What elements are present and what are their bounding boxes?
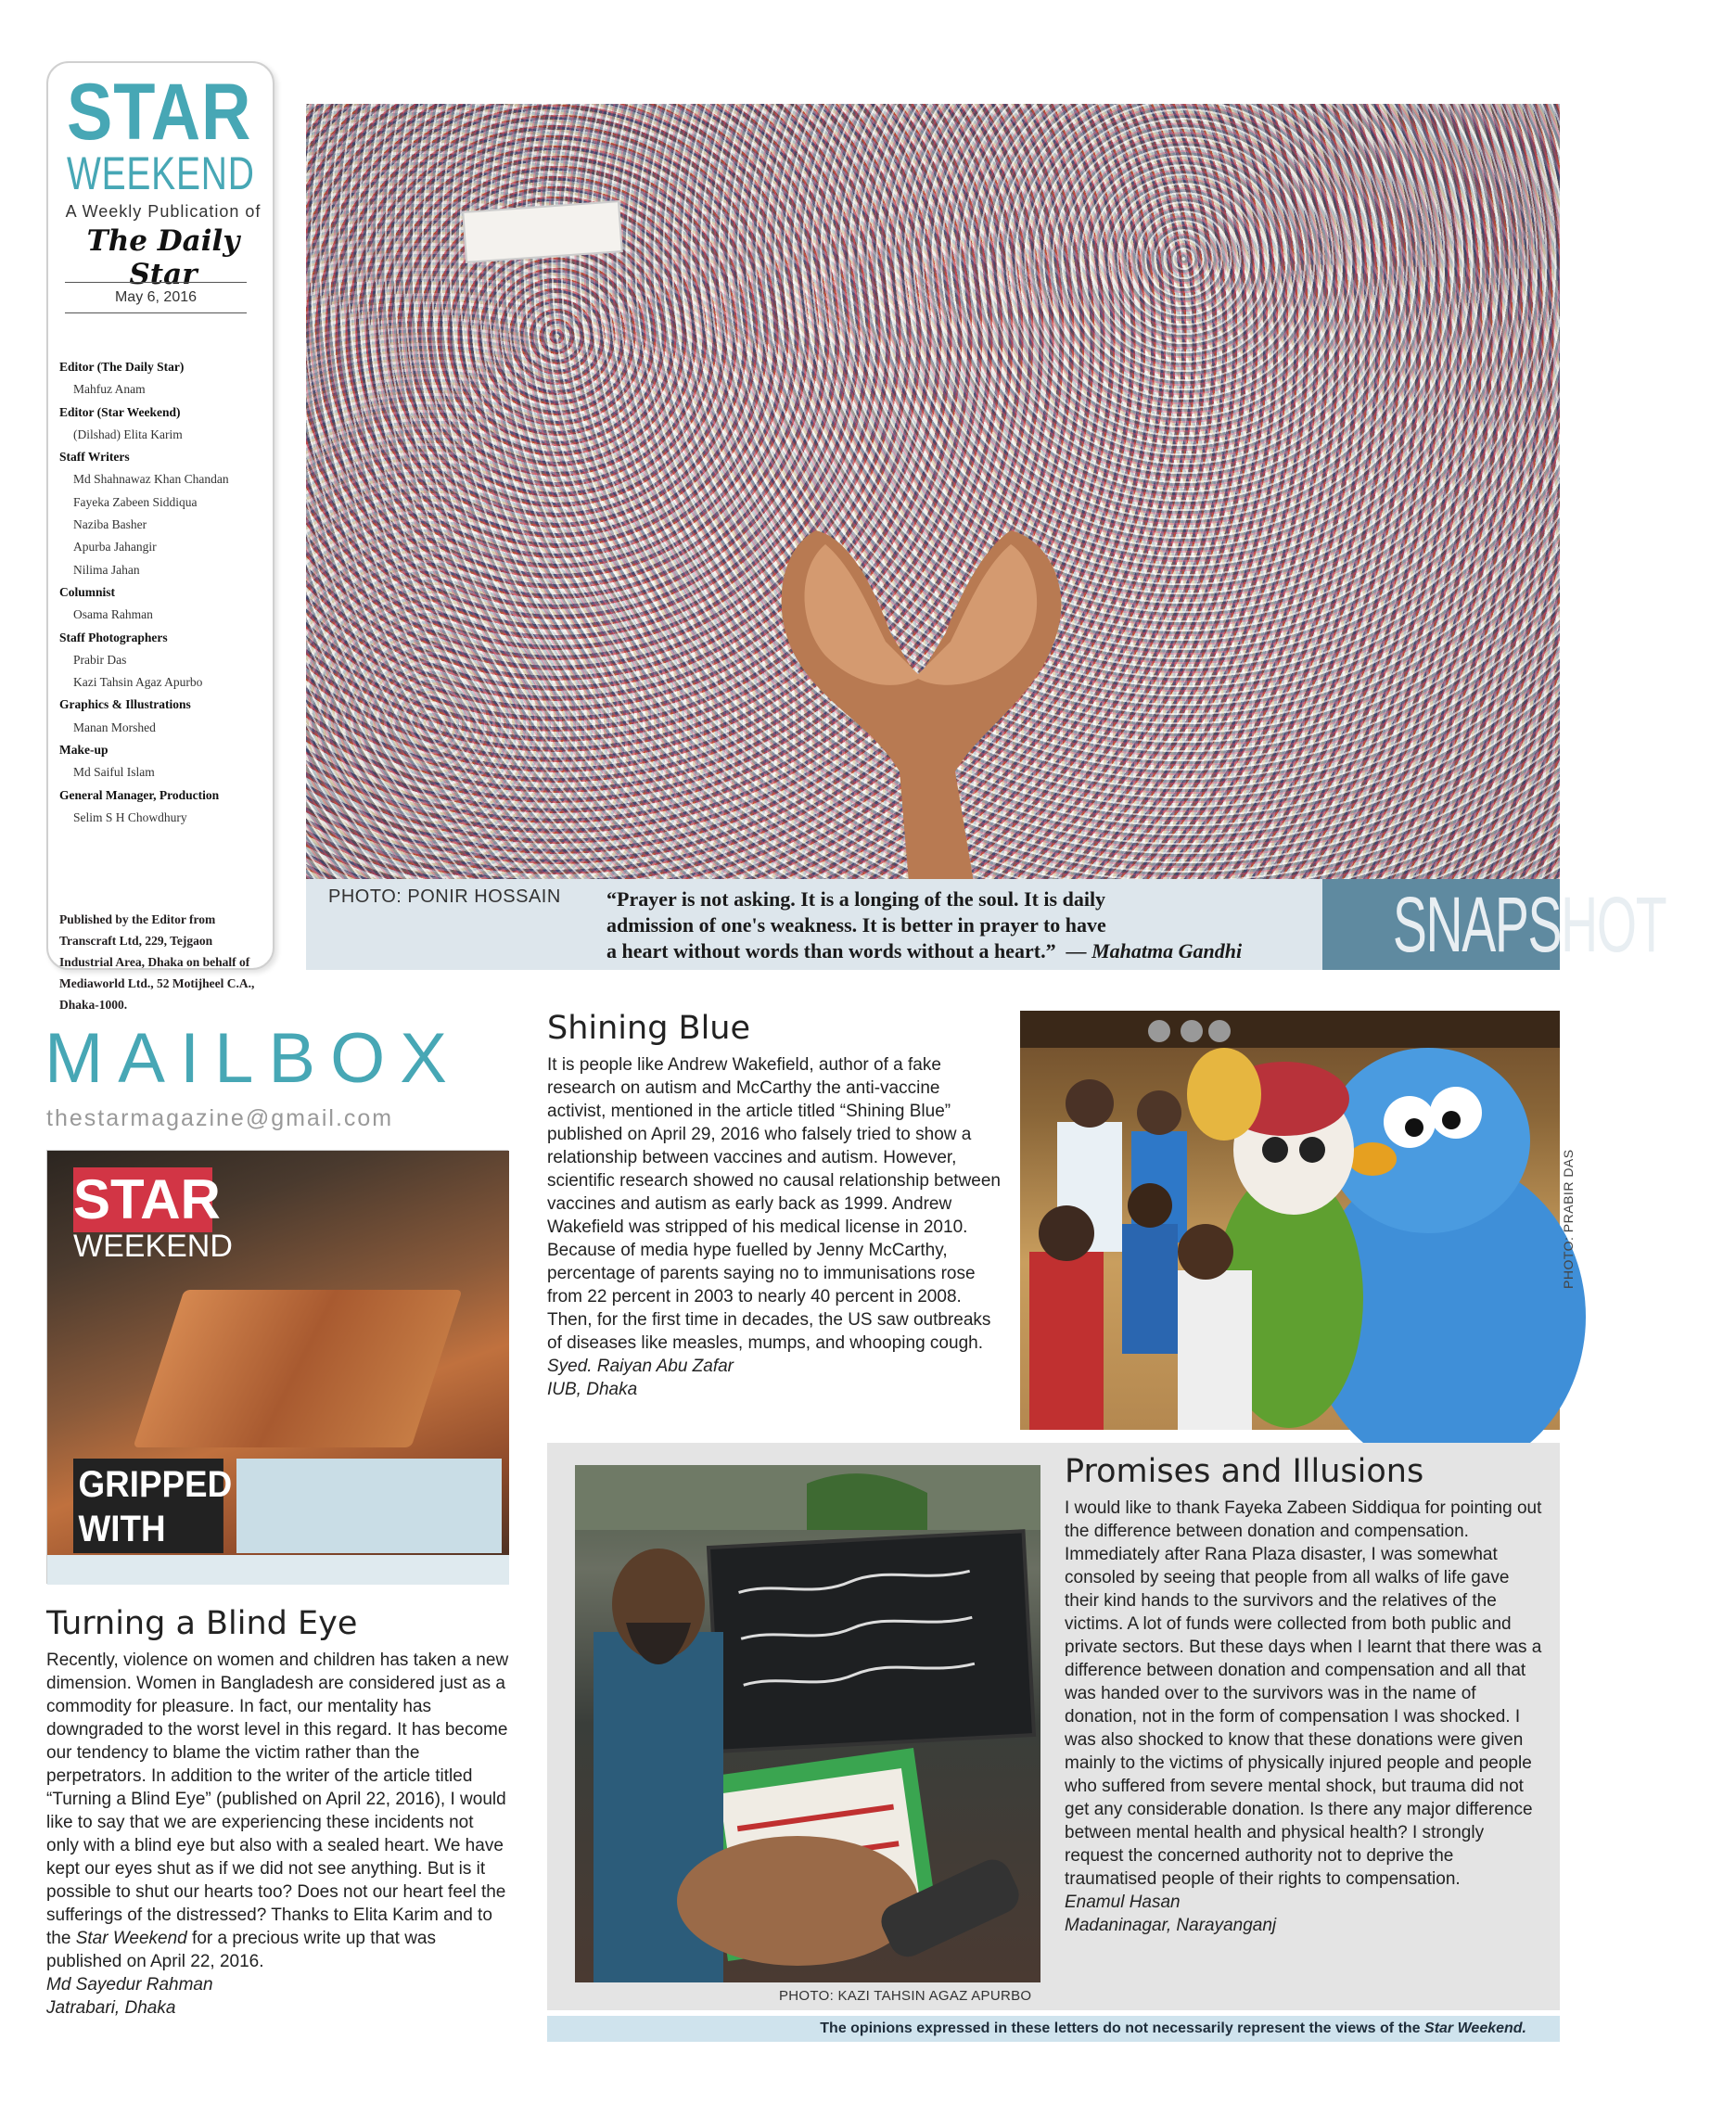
letter-title-shining-blue: Shining Blue [547, 1010, 751, 1047]
staff-person: Md Saiful Islam [73, 765, 155, 780]
cover-headline-line: WITH [78, 1509, 166, 1549]
snapshot-photo [306, 104, 1560, 879]
cover-bottom-strip [47, 1555, 509, 1585]
masthead-box [46, 61, 274, 1012]
staff-role: Columnist [59, 584, 116, 599]
quote-line: “Prayer is not asking. It is a longing of the soul. It is daily [606, 887, 1106, 911]
cover-coffin [133, 1290, 462, 1447]
issue-date: May 6, 2016 [65, 282, 247, 313]
gandhi-quote [606, 886, 1311, 964]
letter-text: Recently, violence on women and children has taken a new dimension. Women in Bangladesh are considered just as a commodity for pleasure. In fact, our mentality has downgraded to the worst level in this regard. It has become our tendency to blame the victim rather than the perpetrators. In addition to the writer of the article titled “Turning a Blind Eye” (published on April 22, 2016), I would like to say that we are experiencing these incidents not only with a blind eye but also with a sealed heart. We have kept our eyes shut as if we did not see anything. But is it possible to shut our hearts too? Does not our heart feel the sufferings of the distressed? Thanks to Elita Karim and to the [46, 1651, 509, 1948]
quote-text: a heart without words than words without a heart.” [606, 939, 1056, 962]
staff-list [59, 356, 269, 829]
cover-logo-weekend: WEEKEND [73, 1229, 233, 1264]
snapshot-label-text: SNAPSHOT [1392, 881, 1666, 968]
photo-credit: PHOTO: PONIR HOSSAIN [328, 886, 561, 907]
logo-weekend: WEEKEND [67, 147, 255, 199]
protest-photo [575, 1465, 1040, 1982]
staff-person: Nilima Jahan [73, 562, 140, 577]
letter-signature: Enamul Hasan [1065, 1893, 1181, 1912]
cover-headline [73, 1459, 233, 1553]
cover-logo-star: STAR [73, 1168, 221, 1230]
letter-text-emphasis: Star Weekend [75, 1929, 187, 1948]
magazine-cover-thumbnail [46, 1150, 508, 1584]
disclaimer-text: The opinions expressed in these letters do not necessarily represent the views of the [820, 2020, 1421, 2036]
staff-role: Make-up [59, 743, 108, 758]
letter-body-shining-blue [547, 1053, 1002, 1401]
staff-role: Staff Photographers [59, 630, 168, 644]
letter-location: IUB, Dhaka [547, 1380, 638, 1399]
staff-person: Kazi Tahsin Agaz Apurbo [73, 675, 203, 690]
staff-person: Osama Rahman [73, 607, 153, 622]
quote-line [606, 938, 1311, 964]
staff-person: Mahfuz Anam [73, 382, 146, 397]
staff-role: Staff Writers [59, 450, 130, 465]
publisher-info: Published by the Editor from Transcraft Ltd, 229, Tejgaon Industrial Area, Dhaka on behalf of Mediaworld Ltd., 52 Motijheel C.A., Dhaka-1000. [59, 912, 255, 1012]
praying-hands-image [760, 493, 1076, 883]
staff-role: Editor (Star Weekend) [59, 404, 181, 419]
weekly-publication-line: A Weekly Publication of [65, 202, 262, 221]
muppet-scene-image [1020, 1011, 1560, 1430]
daily-star-logo: The Daily Star [86, 224, 240, 291]
letter-text: I would like to thank Fayeka Zabeen Siddiqua for pointing out the difference between donation and compensation. Immediately after Rana Plaza disaster, I was somewhat consoled by seeing that people from all walks of life gave their kind hands to the survivors and the relatives of the victims. A lot of funds were collected from both public and private sectors. But these days when I learnt that there was a difference between donation and compensation and all that was handed over to the survivors was in the name of donation, not in the form of compensation I was shocked. I was also shocked to know that these donations were given mainly to the victims of physically injured people and people who suffered from severe mental shock, but trauma did not get any considerable donation. Is there any major difference between mental health and physical health? I strongly request the concerned authority not to deprive the traumatised people of their rights to compensation. [1065, 1498, 1542, 1889]
letter-signature: Syed. Raiyan Abu Zafar [547, 1357, 734, 1376]
snapshot-caption-bar [306, 879, 1666, 970]
photo-credit: PHOTO: KAZI TAHSIN AGAZ APURBO [779, 1988, 1032, 2004]
staff-role: General Manager, Production [59, 787, 220, 802]
logo-star: STAR [67, 68, 252, 157]
letter-signature: Md Sayedur Rahman [46, 1975, 213, 1995]
disclaimer-em: Star Weekend. [1424, 2020, 1526, 2036]
staff-person: Apurba Jahangir [73, 540, 157, 554]
protest-scene-image [575, 1465, 1040, 1982]
letter-title-promises: Promises and Illusions [1065, 1453, 1424, 1490]
cover-text-panel [236, 1459, 502, 1553]
staff-person: Fayeka Zabeen Siddiqua [73, 494, 198, 509]
staff-person: Md Shahnawaz Khan Chandan [73, 472, 229, 487]
letter-location: Jatrabari, Dhaka [46, 1998, 176, 2018]
staff-person: Selim S H Chowdhury [73, 809, 187, 824]
letter-text: for a precious write up that was published on April 22, 2016. [46, 1929, 437, 1971]
crowd-sign [462, 200, 622, 263]
staff-role: Graphics & Illustrations [59, 697, 191, 712]
letter-body-blind-eye [46, 1649, 510, 2020]
photo-credit-vertical: PHOTO: PRABIR DAS [1561, 1149, 1576, 1289]
quote-author: — Mahatma Gandhi [1066, 939, 1243, 962]
muppet-photo [1020, 1011, 1560, 1430]
disclaimer-bar [547, 2016, 1560, 2042]
cover-headline-line: GRIPPED [78, 1464, 233, 1505]
letter-title-blind-eye: Turning a Blind Eye [46, 1605, 358, 1642]
letter-body-promises [1065, 1497, 1543, 1937]
mailbox-email[interactable]: thestarmagazine@gmail.com [46, 1105, 394, 1131]
staff-person: Prabir Das [73, 652, 127, 667]
letter-location: Madaninagar, Narayanganj [1065, 1916, 1277, 1935]
staff-person: Manan Morshed [73, 720, 156, 734]
snapshot-label [1322, 879, 1666, 970]
staff-person: Naziba Basher [73, 517, 147, 532]
staff-role: Editor (The Daily Star) [59, 360, 185, 374]
mailbox-title: MAILBOX [45, 1019, 462, 1098]
staff-person: (Dilshad) Elita Karim [73, 427, 183, 441]
quote-line: admission of one's weakness. It is better in prayer to have [606, 913, 1106, 937]
letter-text: It is people like Andrew Wakefield, author of a fake research on autism and McCarthy the anti-vaccine activist, mentioned in the article titled “Shining Blue” published on April 29, 2016 who falsely tried to show a relationship between vaccines and autism. However, scientific research showed no causal relationship between vaccines and autism as early back as 1999. Andrew Wakefield was stripped of his medical license in 2010. Because of media hype fuelled by Jenny McCarthy, percentage of parents saying no to immunisations rose from 22 percent in 2003 to nearly 40 percent in 2008. Then, for the first time in decades, the US saw outbreaks of diseases like measles, mumps, and whooping cough. [547, 1055, 1001, 1353]
